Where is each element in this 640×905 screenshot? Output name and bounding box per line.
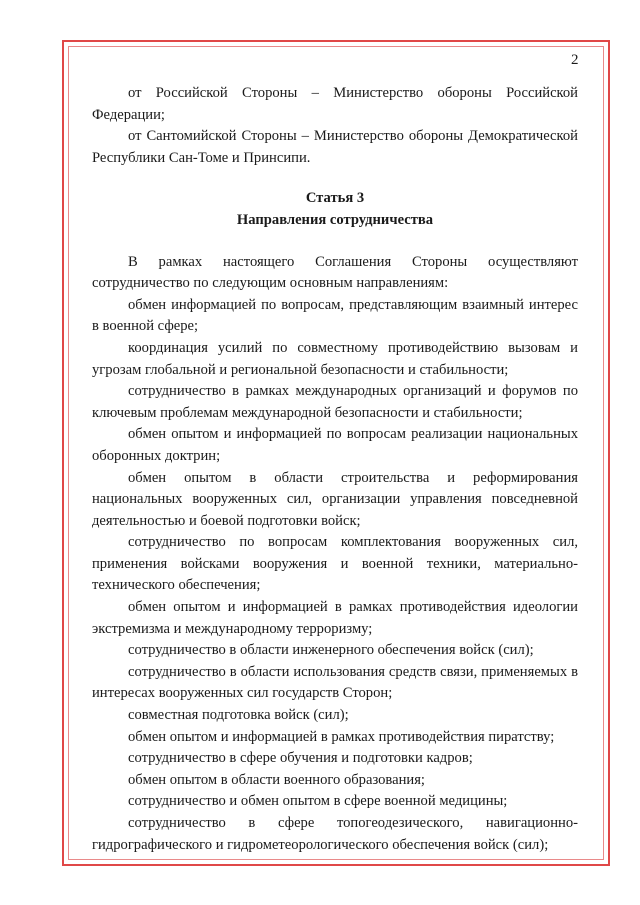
list-item: совместная подготовка войск (сил); — [128, 707, 349, 724]
list-item: обмен опытом и информацией в рамках противодействия идеологии экстремизма и международному терроризму; — [92, 599, 578, 637]
article-title: Направления сотрудничества — [236, 211, 434, 228]
list-item: обмен информацией по вопросам, представляющим взаимный интерес в военной сфере; — [92, 296, 578, 335]
list-item: сотрудничество и обмен опытом в сфере военной медицины; — [128, 793, 508, 810]
list-item: обмен опытом в области строительства и реформирования национальных вооруженных сил, организации управления повседневной деятельностью и боевой подготовки войск; — [92, 469, 578, 529]
list-item: обмен опытом и информацией по вопросам реализации национальных оборонных доктрин; — [92, 426, 578, 464]
list-item: обмен опытом в области военного образования; — [128, 771, 425, 788]
intro-paragraph-santomean-side: от Сантомийской Стороны – Министерство обороны Демократической Республики Сан-Томе и Принсипи. — [92, 128, 578, 166]
list-item: сотрудничество в сфере топогеодезического, навигационно-гидрографического и гидрометеорологического обеспечения войск (сил); — [92, 815, 578, 853]
list-item: сотрудничество по вопросам комплектования вооруженных сил, применения войсками вооружения и военной техники, материально-технического обеспечения; — [92, 534, 578, 594]
list-item: В рамках настоящего Соглашения Стороны осуществляют сотрудничество по следующим основным направлениям: — [92, 253, 578, 292]
list-item: обмен опытом и информацией в рамках противодействия пиратству; — [128, 728, 555, 745]
list-item: сотрудничество в области инженерного обеспечения войск (сил); — [128, 642, 534, 659]
document-body — [92, 83, 578, 856]
list-item: координация усилий по совместному противодействию вызовам и угрозам глобальной и региональной безопасности и стабильности; — [92, 339, 578, 378]
intro-paragraph-russian-side: от Российской Стороны – Министерство обороны Российской Федерации; — [92, 85, 578, 123]
page-number: 2 — [571, 52, 579, 68]
article-number: Статья 3 — [305, 190, 365, 207]
list-item: сотрудничество в рамках международных организаций и форумов по ключевым проблемам международной безопасности и стабильности; — [92, 383, 578, 421]
list-item: сотрудничество в области использования средств связи, применяемых в интересах вооруженных сил государств Сторон; — [92, 663, 578, 702]
list-item: сотрудничество в сфере обучения и подготовки кадров; — [128, 750, 473, 767]
